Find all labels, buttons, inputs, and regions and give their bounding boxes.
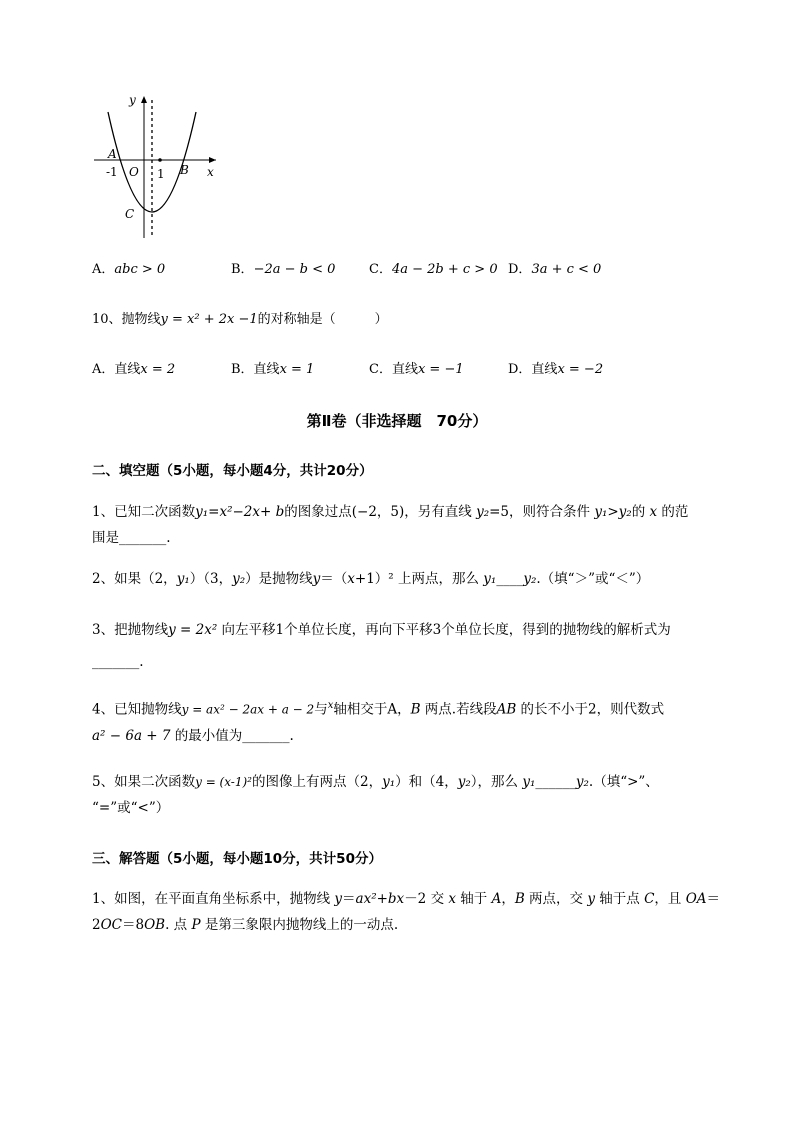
q9-option-a: A．abc > 0 [92,262,166,277]
point-a-label: A [108,147,117,161]
parabola-graph [88,92,228,242]
q10-option-b: B．直线x = 1 [231,362,315,377]
section-2-title: 第Ⅱ卷（非选择题 70分） [306,412,488,430]
fill-blank-header: 二、填空题（5小题，每小题4分，共计20分） [92,463,373,479]
fill-question-5: 5、如果二次函数y = (x-1)²的图像上有两点（2，y₁）和（4，y₂），那么 y₁______y₂.（填“>”、 “=”或“<”） [92,774,659,816]
tick-neg1-label: -1 [106,165,118,179]
tick-1-dot [158,158,162,162]
point-c-label: C [125,207,135,221]
fill-question-1: 1、已知二次函数y₁=x²−2x+ b的图象过点(−2，5)，另有直线 y₂=5，则符合条件 y₁>y₂的 x 的范 围是_______. [92,504,689,546]
fill-question-3: 3、把抛物线y = 2x² 向左平移1个单位长度，再向下平移3个单位长度，得到的抛物线的解析式为 _______. [92,622,671,670]
tick-1-label: 1 [157,167,165,181]
solve-question-1: 1、如图，在平面直角坐标系中，抛物线 y＝ax²+bx－2 交 x 轴于 A，B 两点，交 y 轴于点 C，且 OA＝ 2OC＝8OB. 点 P 是第三象限内抛物线上的一动点. [92,891,721,933]
origin-label: O [129,165,139,179]
q10-option-d: D．直线x = −2 [508,362,604,377]
x-axis-arrow [209,157,216,163]
q10-stem: 10、抛物线y = x² + 2x −1的对称轴是（ ） [92,312,388,327]
q9-option-b: B．−2a − b < 0 [231,262,336,277]
fill-question-2: 2、如果（2，y₁）（3，y₂）是抛物线y＝（x+1）² 上两点，那么 y₁____y₂.（填“＞”或“＜”） [92,571,650,587]
q10-option-c: C．直线x = −1 [369,362,464,377]
q9-option-c: C．4a − 2b + c > 0 [369,262,498,277]
point-b-label: B [180,163,189,177]
y-axis-arrow [141,96,147,103]
q10-option-a: A．直线x = 2 [92,362,176,377]
fill-question-4: 4、已知抛物线y = ax² − 2ax + a − 2与$^x$轴相交于A，B 两点.若线段AB 的长不小于2，则代数式 a² − 6a + 7 的最小值为_______. [92,700,665,744]
parabola-figure [88,92,228,242]
solve-header: 三、解答题（5小题，每小题10分，共计50分） [92,851,382,867]
y-axis-label: y [129,93,136,107]
x-axis-label: x [207,165,214,179]
q9-option-d: D．3a + c < 0 [508,262,602,277]
